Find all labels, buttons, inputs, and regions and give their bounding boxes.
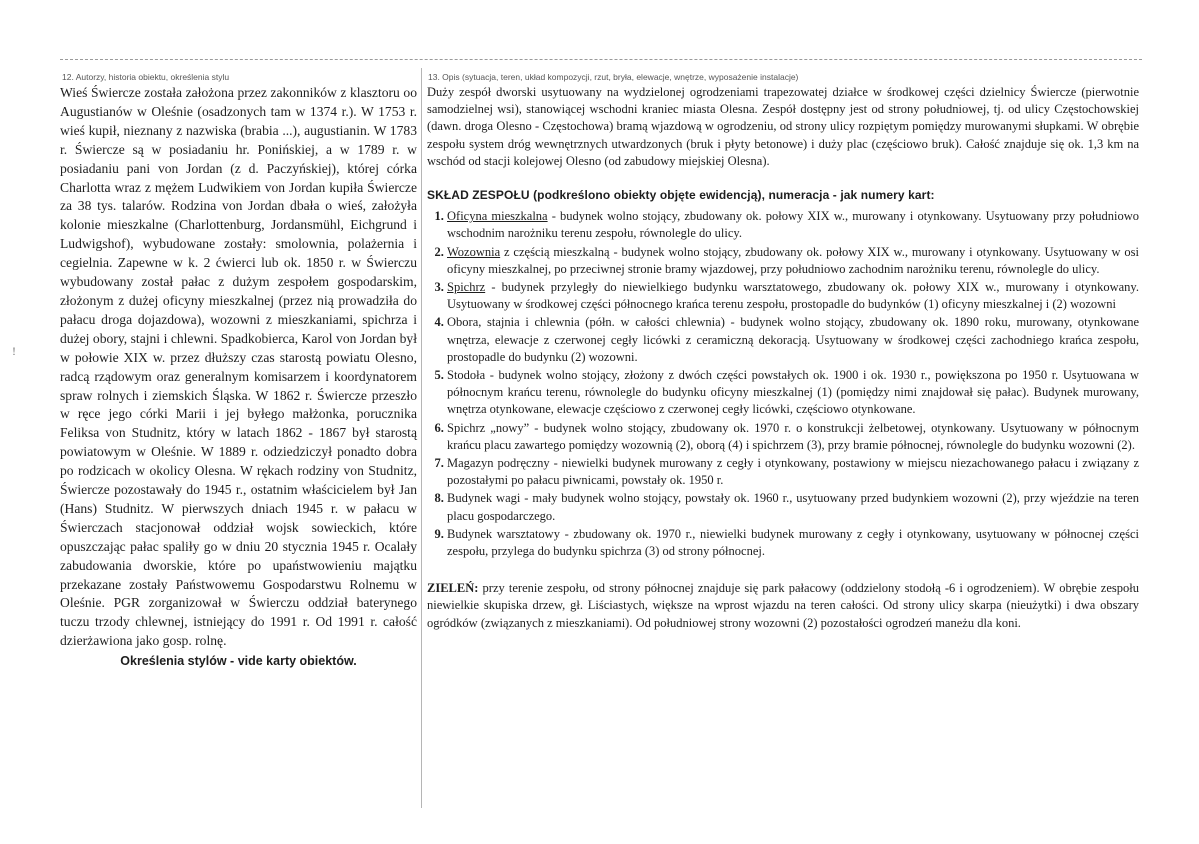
item-text: Budynek wagi - mały budynek wolno stojący, powstały ok. 1960 r., usytuowany przed budynkiem wozowni (2), przy wjeździe na teren placu gospodarczego.: [447, 491, 1139, 523]
section-13-header: 13. Opis (sytuacja, teren, układ kompozycji, rzut, bryła, elewacje, wnętrze, wyposażenie instalacje): [428, 72, 799, 82]
section-12-header: 12. Autorzy, historia obiektu, określenia stylu: [62, 72, 230, 82]
margin-mark: !: [12, 344, 16, 358]
greenery-label: ZIELEŃ:: [427, 581, 479, 596]
list-item: [447, 526, 1139, 560]
list-item: [447, 279, 1139, 313]
list-item: [447, 208, 1139, 242]
history-column: [60, 84, 417, 671]
item-text: Stodoła - budynek wolno stojący, złożony z dwóch części powstałych ok. 1900 i ok. 1930 r., powiększona po 1950 r. Usytuowana w północnym krańcu terenu, równolegle do budynku oficyny mieszkalnej (1) (pomiędzy nimi znajdował się pałac). Budynek murowany, wnętrza otynkowane, elewacje częściowo z czerwonej cegły licówki, częściowo otynkowane.: [447, 368, 1139, 417]
item-text: - budynek przyległy do niewielkiego budynku warsztatowego, zbudowany ok. połowy XIX w., murowany i otynkowany. Usytuowany w środkowej części północnego krańca terenu zespołu, prostopadle do budynków (1) oficyny mieszkalnej i (2) wozowni: [447, 280, 1139, 312]
item-name: Oficyna mieszkalna: [447, 209, 548, 224]
item-text: Budynek warsztatowy - zbudowany ok. 1970 r., niewielki budynek murowany z cegły i otynkowany, usytuowany w północnej części zespołu, przylega do budynku spichrza (3) od strony północnej.: [447, 526, 1139, 559]
item-text: Obora, stajnia i chlewnia (półn. w całości chlewnia) - budynek wolno stojący, zbudowany ok. 1890 roku, murowany, otynkowane wnętrza, elewacje z czerwonej cegły licówki z ceramiczną dekoracją. Usytuowany w środkowej części zachodniego krańca zespołu, prostopadle do budynku (2) wozowni.: [447, 315, 1139, 364]
list-item: [447, 455, 1139, 489]
item-name: Wozownia: [447, 244, 501, 259]
item-text: Magazyn podręczny - niewielki budynek murowany z cegły i otynkowany, postawiony w miejscu niezachowanego pałacu i związany z pozostałymi po pałacu piwnicami, powstały ok. 1950 r.: [447, 456, 1139, 488]
item-text: z częścią mieszkalną - budynek wolno stojący, zbudowany ok. połowy XIX w., murowany i otynkowany. Usytuowany w osi oficyny mieszkalnej, po przeciwnej stronie bramy wjazdowej, przy południowo zachodnim narożniku terenu, równolegle do ulicy.: [447, 244, 1139, 276]
item-text: Spichrz „nowy” - budynek wolno stojący, zbudowany ok. 1970 r. o konstrukcji żelbetowej, otynkowany. Usytuowany w północnym krańcu placu zawartego pomiędzy wozownią (2), oborą (4) i spichrzem (3), przy bramie północnej, równolegle do budynku wozowni (2).: [447, 420, 1139, 452]
building-list: [427, 208, 1139, 560]
column-divider: [421, 68, 422, 808]
site-description: Duży zespół dworski usytuowany na wydzielonej ogrodzeniami trapezowatej działce w środkowej części dzielnicy Świercze (pierwotnie samodzielnej wsi), stanowiącej wschodni kraniec miasta Olesna. Zespół dostępny jest od strony południowej, tj. od ulicy Częstochowskiej (dawn. droga Olesno - Częstochowa) bramą wjazdową w ogrodzeniu, od strony ulicy rozpiętym pomiędzy murowanymi słupkami. W obrębie zespołu system dróg wewnętrznych utwardzonych (bruk i płyty betonowe) i duży plac (częściowo bruk). Całość znajduje się ok. 1,3 km na wschód od stacji kolejowej Olesno (od zabudowy miejskiej Olesna).: [427, 85, 1139, 168]
description-column: [427, 84, 1139, 632]
list-item: [447, 420, 1139, 454]
list-item: [447, 367, 1139, 419]
list-item: [447, 490, 1139, 524]
styles-note: Określenia stylów - vide karty obiektów.: [120, 654, 357, 669]
item-name: Spichrz: [447, 280, 486, 295]
greenery-text: przy terenie zespołu, od strony północnej znajduje się park pałacowy (oddzielony stodołą -6 i ogrodzeniem). W obrębie zespołu niewielkie skupiska drzew, gł. Liściastych, większe na wprost wjazdu na teren całości. Od strony ulicy skarpa (nieużytki) i dwa obszary ogródków (związanych z mieszkaniami). Od południowej strony wozowni (2) pozostałości ogrodzeń maneżu dla koni.: [427, 581, 1139, 630]
history-text: Wieś Świercze została założona przez zakonników z klasztoru oo Augustianów w Oleśnie (osadzonych tam w 1374 r.). W 1753 r. wieś kupił, nieznany z nazwiska (brabia ...), augustianin. W 1783 r. Świercze są w posiadaniu hr. Ponińskiej, a w 1789 r. w posiadaniu pani von Jordan (z d. Paczyńskiej), której córka Charlotta wraz z mężem Ludwikiem von Jordan kupiła Świercze za 38 tys. talarów. Rodzina von Jordan dbała o wieś, założyła kolonie mieszkalne (Charlottenburg, Jordansmühl, Eichgrund i Ludwigshof), wybudowane zostały: smolownia, polażernia i cegielnia. Zapewne w k. 2 ćwierci lub ok. 1850 r. w Świerczu wybudowany został pałac z dużym zespołem gospodarskim, złożonym z dużej oficyny mieszkalnej (przez nią prowadziła do pałacu droga dojazdowa), wozowni z mieszkaniami, spichrza i dużej obory, stajni i chlewni. Spadkobierca, Karol von Jordan był w połowie XIX w. przez dłuższy czas starostą powiatu Olesno, radcą rządowym oraz generalnym komisarzem i koordynatorem spraw rolnych i ziemskich Śląska. W 1862 r. Świercze przeszło w ręce jego córki Marii i jej byłego małżonka, porucznika Feliksa von Studnitz, który w latach 1862 - 1867 był starostą powiatowym w Oleśnie. W 1889 r. odziedziczył ponadto dobra po rodzicach w okolicy Olesna. W rękach rodziny von Studnitz, Świercze pozostawały do 1945 r., ostatnim właścicielem był Jan (Hans) Studnitz. W pierwszych dniach 1945 r. w pałacu w Świerczach stacjonował oddział wojsk sowieckich, które opuszczając pałac spaliły go w dniu 20 stycznia 1945 r. Ocalały zabudowania dworskie, które po upaństwowieniu majątku przekazane zostały Państwowemu Gospodarstwu Rolnemu w Oleśnie. PGR zorganizował w Świerczu oddział baterynego tuczu trzody chlewnej, istniejący do 1991 r. Od 1991 r. całość dzierżawiona jako gosp. rolnę.: [60, 85, 417, 649]
list-item: [447, 244, 1139, 278]
list-item: [447, 314, 1139, 366]
complex-composition-heading: SKŁAD ZESPOŁU (podkreślono obiekty objęte ewidencją), numeracja - jak numery kart:: [427, 188, 935, 203]
item-text: - budynek wolno stojący, zbudowany ok. połowy XIX w., murowany i otynkowany. Usytuowany przy południowo wschodnim narożniku terenu zespołu, równolegle do ulicy.: [447, 209, 1139, 241]
top-dashed-rule: [60, 59, 1142, 60]
greenery-section: [427, 580, 1139, 632]
